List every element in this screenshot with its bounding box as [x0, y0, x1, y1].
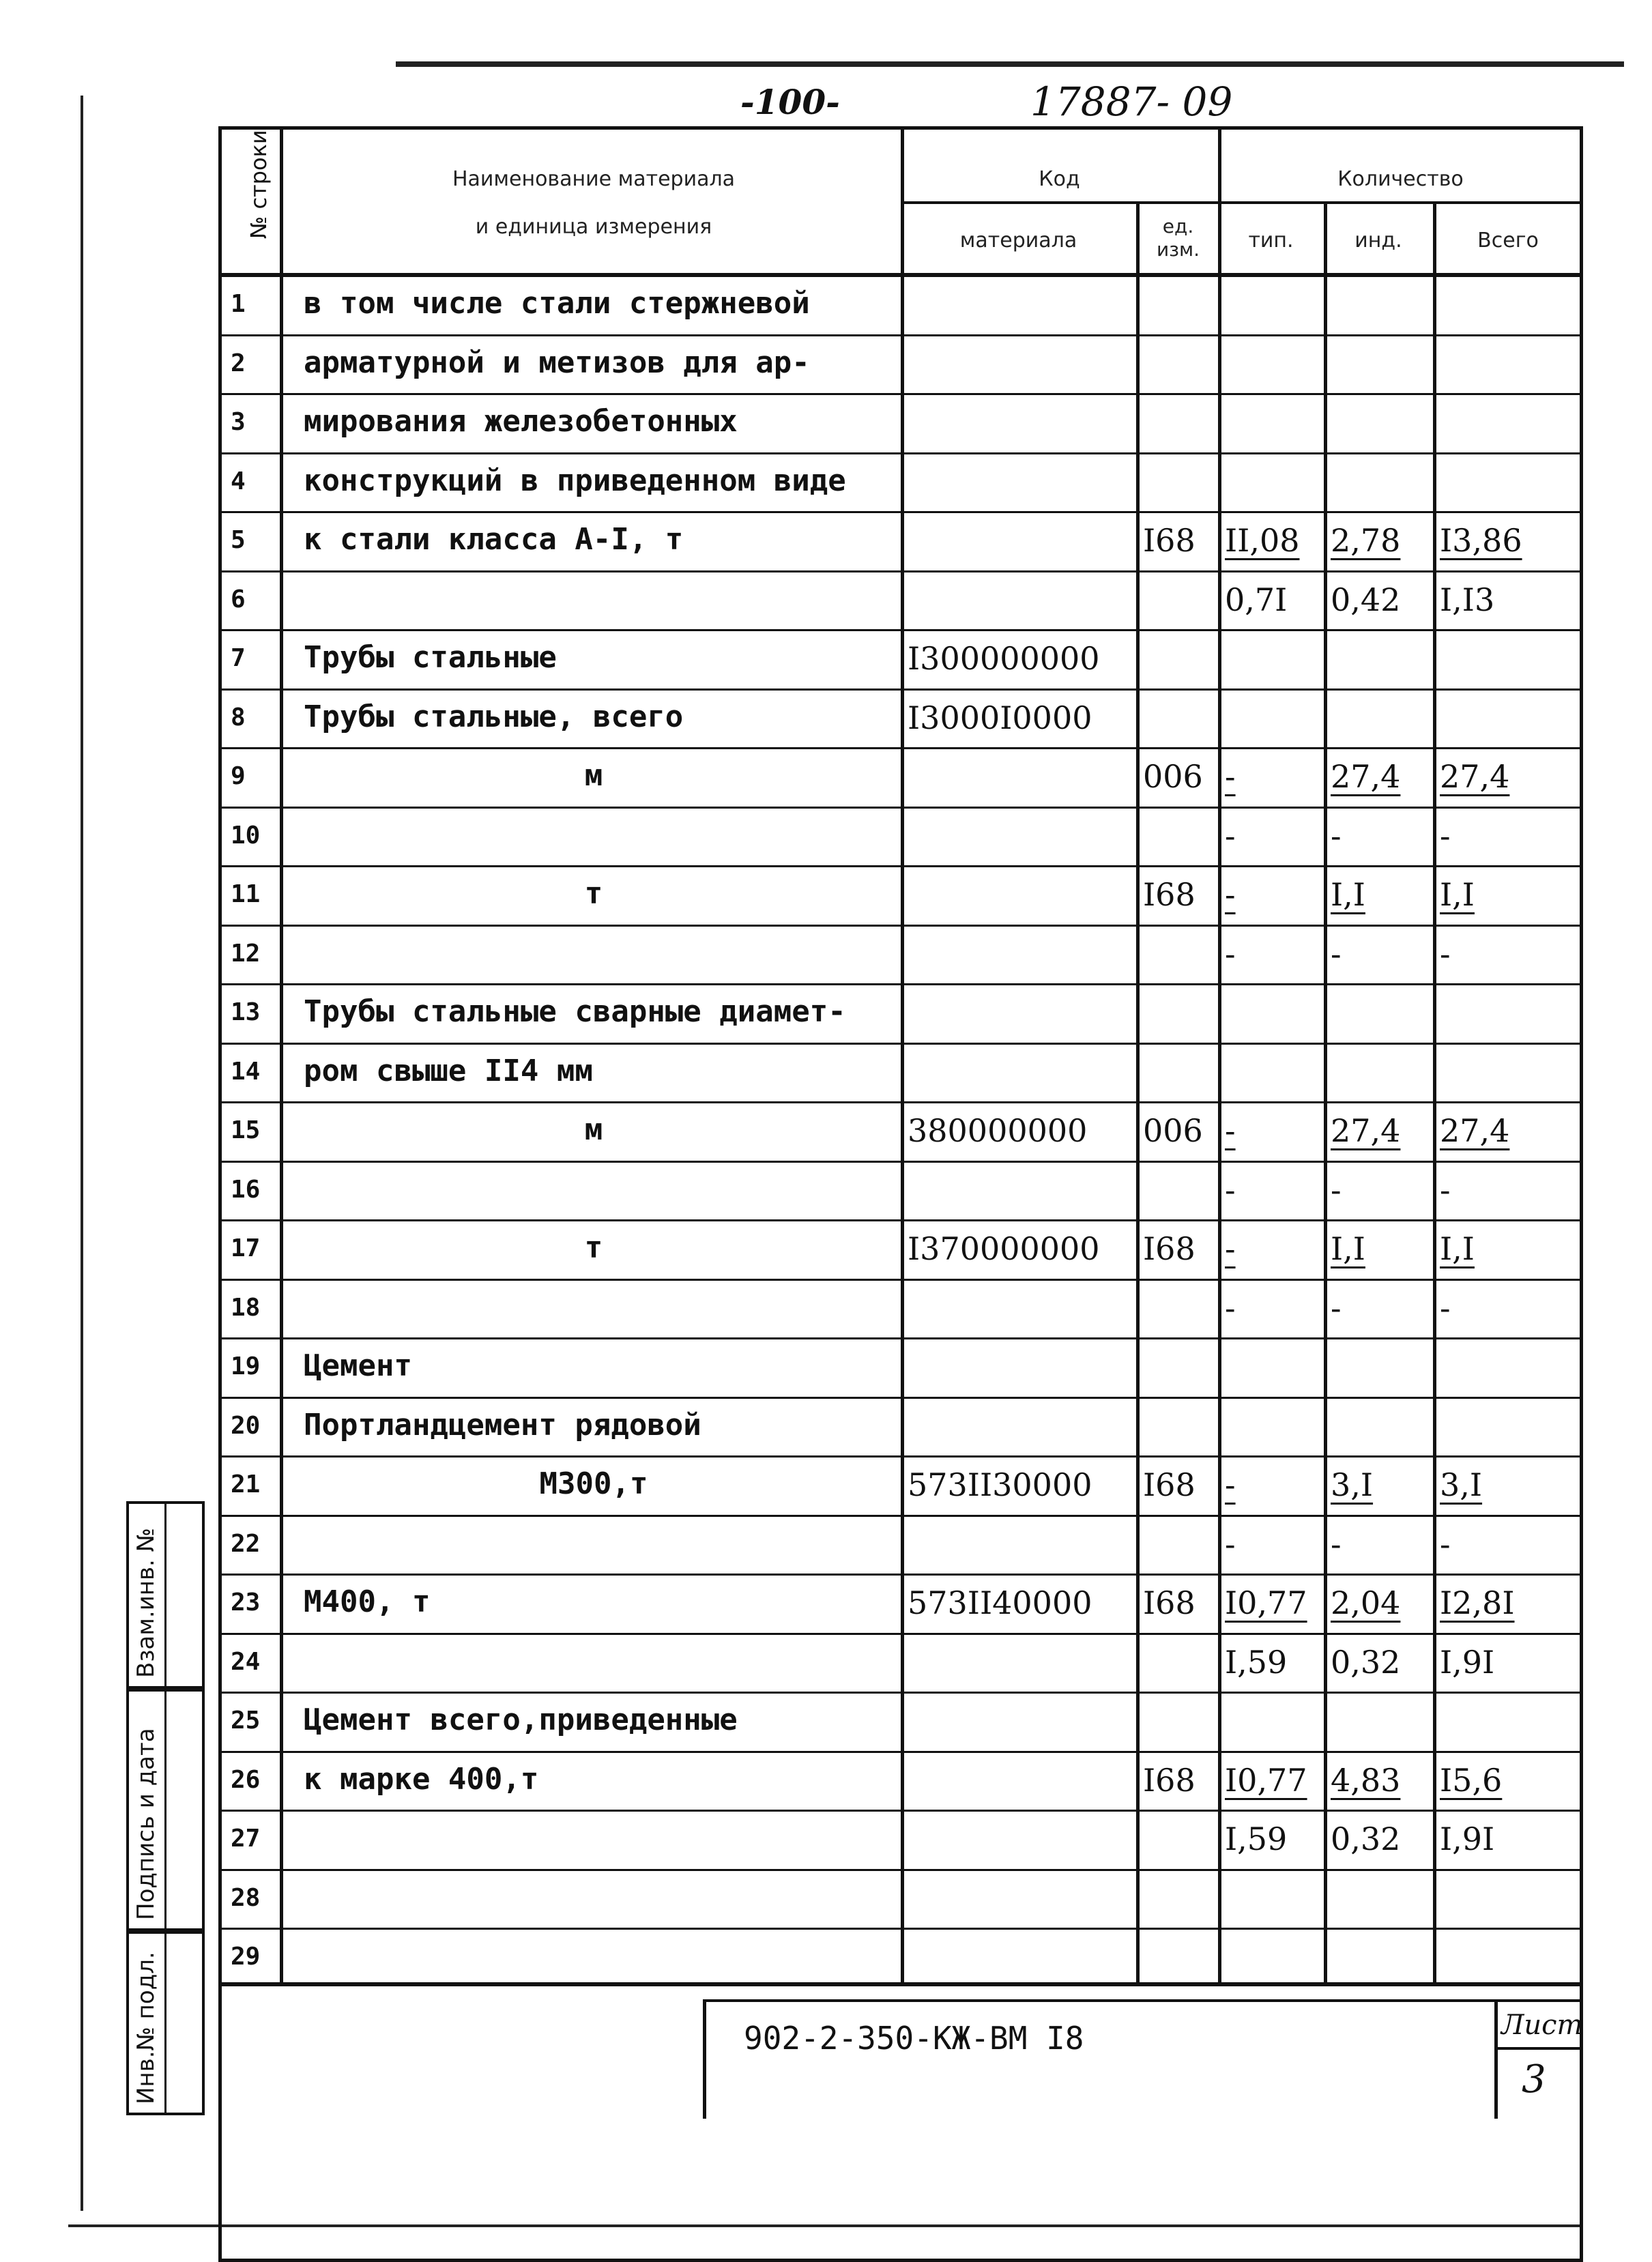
row-ind: -: [1331, 817, 1342, 854]
row-typ: I,59: [1225, 1821, 1288, 1857]
row-divider: [218, 629, 1583, 631]
row-number: 10: [231, 821, 261, 850]
header-quantity: Количество: [1337, 167, 1464, 191]
row-typ: -: [1225, 1525, 1236, 1563]
row-unit: I68: [1143, 1584, 1195, 1621]
row-total: I3,86: [1440, 522, 1522, 559]
row-name: т: [584, 1230, 603, 1265]
row-name: ром свыше II4 мм: [304, 1053, 593, 1088]
row-typ: I0,77: [1225, 1584, 1307, 1621]
row-divider: [218, 1574, 1583, 1576]
row-number: 2: [231, 349, 246, 377]
row-divider: [218, 1043, 1583, 1045]
row-divider: [218, 1810, 1583, 1812]
row-ind: I,I: [1331, 876, 1365, 913]
row-unit: I68: [1143, 876, 1195, 913]
row-typ: 0,7I: [1225, 581, 1288, 618]
row-typ: -: [1225, 1466, 1236, 1503]
row-number: 18: [231, 1293, 261, 1322]
stamp-podpis: [126, 1689, 205, 1931]
page-number: -100-: [740, 82, 840, 122]
row-name: м: [584, 758, 603, 793]
row-divider: [218, 1869, 1583, 1871]
col-line-code: [1136, 201, 1140, 1986]
row-typ: I,59: [1225, 1643, 1288, 1681]
row-number: 3: [231, 408, 246, 436]
header-row-number: № строки: [246, 130, 272, 239]
row-divider: [218, 570, 1583, 572]
row-number: 8: [231, 703, 246, 731]
row-ind: 27,4: [1331, 758, 1401, 795]
row-divider: [218, 1337, 1583, 1339]
row-divider: [218, 1928, 1583, 1930]
row-number: 12: [231, 939, 261, 968]
row-number: 13: [231, 998, 261, 1026]
drawing-designation: 902-2-350-КЖ-ВМ I8: [744, 2020, 1084, 2057]
row-total: 27,4: [1440, 758, 1510, 795]
row-name: Трубы стальные: [304, 640, 557, 675]
row-total: -: [1440, 1171, 1451, 1208]
row-number: 17: [231, 1234, 261, 1262]
col-line-unit: [1218, 126, 1221, 1986]
row-ind: -: [1331, 935, 1342, 972]
row-number: 5: [231, 526, 246, 554]
row-divider: [218, 807, 1583, 809]
header-name-line2: и единица измерения: [475, 215, 712, 239]
row-code: 573II40000: [908, 1584, 1092, 1621]
stamp-inv: [126, 1931, 205, 2115]
row-number: 27: [231, 1825, 261, 1853]
sheet-label: Лист: [1501, 2010, 1583, 2041]
header-subline: [901, 201, 1583, 204]
row-ind: -: [1331, 1525, 1342, 1563]
row-name: к марке 400,т: [304, 1761, 539, 1797]
header-name-line1: Наименование материала: [452, 167, 736, 191]
row-divider: [218, 393, 1583, 395]
row-unit: 006: [1143, 758, 1203, 795]
row-code: I370000000: [908, 1230, 1100, 1267]
row-divider: [218, 1397, 1583, 1399]
row-divider: [218, 452, 1583, 454]
row-ind: 2,04: [1331, 1584, 1401, 1621]
row-number: 22: [231, 1529, 261, 1558]
row-name: мирования железобетонных: [304, 404, 738, 439]
row-unit: 006: [1143, 1112, 1203, 1149]
row-ind: 0,32: [1331, 1821, 1401, 1857]
row-total: -: [1440, 817, 1451, 854]
row-divider: [218, 1161, 1583, 1163]
row-name: арматурной и метизов для ар-: [304, 345, 810, 380]
row-total: I,9I: [1440, 1821, 1495, 1857]
row-number: 6: [231, 585, 246, 613]
header-unit: ед. изм.: [1156, 215, 1200, 261]
row-typ: -: [1225, 1112, 1236, 1149]
row-total: I,9I: [1440, 1643, 1495, 1681]
row-name: Цемент: [304, 1348, 412, 1383]
titleblock-sheet-divider: [1494, 2047, 1583, 2050]
row-divider: [218, 983, 1583, 985]
row-divider: [218, 925, 1583, 927]
sheet-number: 3: [1522, 2057, 1546, 2102]
row-ind: 4,83: [1331, 1761, 1401, 1799]
header-total: Всего: [1477, 229, 1539, 252]
row-name: Трубы стальные, всего: [304, 699, 684, 734]
row-typ: -: [1225, 1289, 1236, 1326]
header-code: Код: [1039, 167, 1080, 191]
row-ind: -: [1331, 1171, 1342, 1208]
row-number: 23: [231, 1589, 261, 1616]
row-total: I,I: [1440, 876, 1475, 913]
row-divider: [218, 511, 1583, 513]
row-total: -: [1440, 935, 1451, 972]
row-name: М400, т: [304, 1584, 431, 1619]
row-divider: [218, 1219, 1583, 1221]
row-number: 1: [231, 290, 246, 318]
row-name: Цемент всего,приведенные: [304, 1702, 738, 1737]
table-bottom-line: [218, 1982, 1583, 1986]
col-line-typ: [1324, 201, 1327, 1986]
titleblock-sheet-line: [1494, 1999, 1498, 2119]
row-name: М300,т: [539, 1466, 648, 1501]
row-total: 27,4: [1440, 1112, 1510, 1149]
header-typ: тип.: [1248, 229, 1294, 252]
row-unit: I68: [1143, 522, 1195, 559]
row-typ: -: [1225, 876, 1236, 913]
row-unit: I68: [1143, 1466, 1195, 1503]
row-divider: [218, 334, 1583, 336]
row-total: I,I3: [1440, 581, 1495, 618]
col-line-name: [901, 126, 904, 1986]
row-total: I2,8I: [1440, 1584, 1515, 1621]
row-number: 4: [231, 467, 246, 495]
row-ind: I,I: [1331, 1230, 1365, 1267]
row-number: 15: [231, 1116, 261, 1144]
row-total: -: [1440, 1525, 1451, 1563]
row-typ: -: [1225, 1171, 1236, 1208]
row-number: 24: [231, 1647, 261, 1676]
stamp-podpis-label: Подпись и дата: [132, 1728, 160, 1920]
row-typ: -: [1225, 817, 1236, 854]
row-number: 19: [231, 1352, 261, 1380]
row-divider: [218, 1101, 1583, 1103]
row-divider: [218, 1279, 1583, 1281]
row-unit: I68: [1143, 1761, 1195, 1799]
row-divider: [218, 1515, 1583, 1517]
col-line-rownum: [280, 126, 283, 1986]
row-name: т: [584, 876, 603, 911]
stamp-inv-label: Инв.№ подл.: [132, 1952, 160, 2104]
row-number: 26: [231, 1765, 261, 1794]
row-number: 29: [231, 1943, 261, 1971]
col-line-ind: [1433, 201, 1436, 1986]
row-total: -: [1440, 1289, 1451, 1326]
row-number: 25: [231, 1707, 261, 1735]
row-number: 20: [231, 1411, 261, 1440]
row-total: 3,I: [1440, 1466, 1483, 1503]
row-divider: [218, 1455, 1583, 1458]
row-name: конструкций в приведенном виде: [304, 463, 846, 498]
top-border-line: [396, 61, 1624, 67]
row-ind: 3,I: [1331, 1466, 1374, 1503]
row-typ: -: [1225, 758, 1236, 795]
row-code: 573II30000: [908, 1466, 1092, 1503]
row-number: 7: [231, 644, 246, 672]
header-ind: инд.: [1354, 229, 1402, 252]
document-number: 17887- 09: [1030, 78, 1233, 125]
row-divider: [218, 1692, 1583, 1694]
row-typ: I0,77: [1225, 1761, 1307, 1799]
row-code: 380000000: [908, 1112, 1088, 1149]
stamp-vzam-label: Взам.инв. №: [132, 1527, 160, 1678]
row-number: 21: [231, 1470, 261, 1498]
row-number: 16: [231, 1175, 261, 1204]
stamp-vzam: [126, 1501, 205, 1689]
row-ind: -: [1331, 1289, 1342, 1326]
row-divider: [218, 1633, 1583, 1635]
row-number: 9: [231, 762, 246, 790]
row-typ: II,08: [1225, 522, 1300, 559]
row-total: I,I: [1440, 1230, 1475, 1267]
row-code: I3000I0000: [908, 699, 1092, 736]
row-divider: [218, 1751, 1583, 1753]
row-name: к стали класса А-I, т: [304, 522, 684, 557]
row-typ: -: [1225, 935, 1236, 972]
row-divider: [218, 747, 1583, 749]
row-ind: 0,32: [1331, 1643, 1401, 1681]
row-divider: [218, 688, 1583, 691]
row-name: Портландцемент рядовой: [304, 1407, 701, 1442]
row-name: Трубы стальные сварные диамет-: [304, 994, 846, 1029]
row-typ: -: [1225, 1230, 1236, 1267]
row-unit: I68: [1143, 1230, 1195, 1267]
titleblock-top-line: [703, 1999, 1583, 2002]
row-divider: [218, 865, 1583, 867]
row-number: 14: [231, 1057, 261, 1086]
header-material: материала: [959, 229, 1077, 252]
left-margin-line: [81, 96, 83, 2211]
row-number: 11: [231, 880, 261, 908]
row-number: 28: [231, 1883, 261, 1912]
row-name: в том числе стали стержневой: [304, 286, 810, 321]
row-ind: 27,4: [1331, 1112, 1401, 1149]
titleblock-left-line: [703, 1999, 706, 2119]
row-total: I5,6: [1440, 1761, 1503, 1799]
header-bottom-line: [218, 273, 1583, 277]
row-name: м: [584, 1112, 603, 1147]
row-ind: 2,78: [1331, 522, 1401, 559]
row-code: I300000000: [908, 640, 1100, 677]
row-ind: 0,42: [1331, 581, 1401, 618]
